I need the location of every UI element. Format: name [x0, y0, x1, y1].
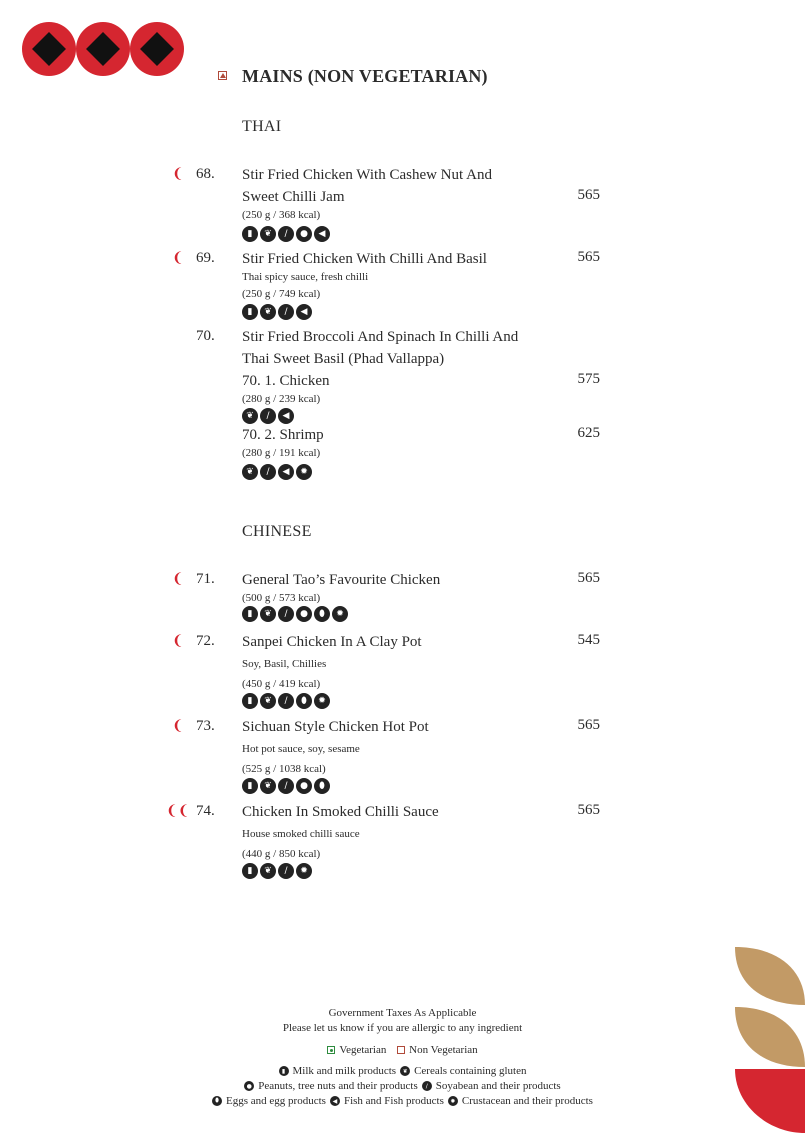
fish-icon: ◀ [330, 1096, 340, 1106]
gluten-icon: ❦ [260, 606, 276, 622]
footer-legend-2 [200, 1080, 605, 1092]
item-price: 565 [577, 570, 600, 586]
crustacean-label: Crustacean and their products [461, 1095, 593, 1107]
item-nutrition: (250 g / 749 kcal) [242, 288, 321, 300]
veg-label: Vegetarian [339, 1044, 387, 1056]
item-number: 73. [196, 718, 215, 734]
item-name: Sanpei Chicken In A Clay Pot [242, 634, 422, 650]
veg-icon [327, 1046, 335, 1054]
gluten-icon: ❦ [260, 778, 276, 794]
gluten-label: Cereals containing gluten [414, 1065, 527, 1077]
item-name-line2: Sweet Chilli Jam [242, 189, 345, 205]
item-name-line2: Thai Sweet Basil (Phad Vallappa) [242, 351, 445, 367]
item-nutrition: (280 g / 239 kcal) [242, 393, 321, 405]
egg-icon: ⬮ [212, 1096, 222, 1106]
egg-icon: ⬮ [314, 778, 330, 794]
item-price: 575 [577, 371, 600, 387]
allergen-icons [242, 863, 312, 879]
peanut-icon: ● [244, 1081, 254, 1091]
soy-icon: ∕ [278, 778, 294, 794]
footer-legend-3 [200, 1095, 605, 1107]
gluten-icon: ❦ [260, 693, 276, 709]
chili-icon: ❨ [172, 634, 184, 649]
logo [22, 22, 186, 78]
item-nutrition: (280 g / 191 kcal) [242, 447, 321, 459]
footer-legend-1 [200, 1065, 605, 1077]
item-name: Stir Fried Chicken With Cashew Nut And [242, 167, 492, 183]
fish-icon: ◀ [278, 408, 294, 424]
item-name: General Tao’s Favourite Chicken [242, 572, 441, 588]
footer-allergy: Please let us know if you are allergic to any ingredient [282, 1022, 523, 1034]
crustacean-icon: ✹ [332, 606, 348, 622]
milk-label: Milk and milk products [292, 1065, 397, 1077]
item-number: 68. [196, 166, 215, 182]
section-title-chinese: CHINESE [242, 523, 312, 540]
logo-disc [76, 22, 130, 76]
item-price: 565 [577, 717, 600, 733]
item-description: Hot pot sauce, soy, sesame [242, 743, 360, 755]
allergen-icons [242, 408, 294, 424]
soy-icon: ∕ [278, 226, 294, 242]
red-shape [735, 1069, 805, 1133]
item-description: House smoked chilli sauce [242, 828, 360, 840]
sub-item-name: 70. 1. Chicken [242, 373, 330, 389]
item-number: 71. [196, 571, 215, 587]
item-name: Sichuan Style Chicken Hot Pot [242, 719, 429, 735]
peanut-icon: ● [296, 606, 312, 622]
item-nutrition: (525 g / 1038 kcal) [242, 763, 326, 775]
non-veg-icon [397, 1046, 405, 1054]
item-nutrition: (500 g / 573 kcal) [242, 592, 321, 604]
fish-icon: ◀ [278, 464, 294, 480]
gluten-icon: ❦ [242, 408, 258, 424]
soy-label: Soyabean and their products [435, 1080, 561, 1092]
logo-disc [130, 22, 184, 76]
item-price: 565 [577, 187, 600, 203]
sub-item-name: 70. 2. Shrimp [242, 427, 324, 443]
leaf-shape [735, 1007, 805, 1067]
leaf-shape [735, 947, 805, 1005]
item-price: 625 [577, 425, 600, 441]
soy-icon: ∕ [422, 1081, 432, 1091]
footer-taxes: Government Taxes As Applicable [328, 1007, 477, 1019]
soy-icon: ∕ [278, 304, 294, 320]
peanut-icon: ● [296, 778, 312, 794]
milk-icon: ▮ [242, 226, 258, 242]
chili-icon-double: ❨❨ [166, 804, 190, 819]
crustacean-icon: ✹ [448, 1096, 458, 1106]
item-price: 565 [577, 249, 600, 265]
milk-icon: ▮ [242, 693, 258, 709]
peanut-icon: ● [296, 226, 312, 242]
item-nutrition: (450 g / 419 kcal) [242, 678, 321, 690]
crustacean-icon: ✹ [296, 464, 312, 480]
milk-icon: ▮ [279, 1066, 289, 1076]
chili-icon: ❨ [172, 719, 184, 734]
item-price: 545 [577, 632, 600, 648]
item-nutrition: (250 g / 368 kcal) [242, 209, 321, 221]
fish-label: Fish and Fish products [343, 1095, 444, 1107]
fish-icon: ◀ [314, 226, 330, 242]
milk-icon: ▮ [242, 778, 258, 794]
item-name: Stir Fried Chicken With Chilli And Basil [242, 251, 487, 267]
chili-icon: ❨ [172, 572, 184, 587]
item-name: Stir Fried Broccoli And Spinach In Chilli And [242, 329, 519, 345]
item-number: 72. [196, 633, 215, 649]
milk-icon: ▮ [242, 304, 258, 320]
gluten-icon: ❦ [260, 863, 276, 879]
milk-icon: ▮ [242, 606, 258, 622]
item-number: 69. [196, 250, 215, 266]
allergen-icons [242, 606, 348, 622]
footer-legend-diet [200, 1044, 605, 1056]
non-veg-icon [218, 71, 227, 80]
egg-icon: ⬮ [314, 606, 330, 622]
soy-icon: ∕ [260, 408, 276, 424]
allergen-icons [242, 304, 312, 320]
item-description: Soy, Basil, Chillies [242, 658, 327, 670]
peanut-label: Peanuts, tree nuts and their products [258, 1080, 418, 1092]
chili-icon: ❨ [172, 251, 184, 266]
chili-icon: ❨ [172, 167, 184, 182]
crustacean-icon: ✹ [314, 693, 330, 709]
allergen-icons [242, 226, 330, 242]
item-description: Thai spicy sauce, fresh chilli [242, 271, 369, 283]
item-number: 70. [196, 328, 215, 344]
egg-label: Eggs and egg products [226, 1095, 326, 1107]
soy-icon: ∕ [278, 693, 294, 709]
item-price: 565 [577, 802, 600, 818]
allergen-icons [242, 693, 330, 709]
non-veg-label: Non Vegetarian [409, 1044, 478, 1056]
decorative-leaves [733, 945, 805, 1133]
soy-icon: ∕ [260, 464, 276, 480]
allergen-icons [242, 464, 312, 480]
allergen-icons [242, 778, 330, 794]
item-nutrition: (440 g / 850 kcal) [242, 848, 321, 860]
gluten-icon: ❦ [260, 226, 276, 242]
gluten-icon: ❦ [242, 464, 258, 480]
soy-icon: ∕ [278, 863, 294, 879]
item-number: 74. [196, 803, 215, 819]
fish-icon: ◀ [296, 304, 312, 320]
section-title-thai: THAI [242, 118, 282, 135]
logo-disc [22, 22, 76, 76]
crustacean-icon: ✹ [296, 863, 312, 879]
gluten-icon: ❦ [260, 304, 276, 320]
gluten-icon: ❦ [400, 1066, 410, 1076]
milk-icon: ▮ [242, 863, 258, 879]
soy-icon: ∕ [278, 606, 294, 622]
page-title: MAINS (NON VEGETARIAN) [242, 66, 488, 86]
item-name: Chicken In Smoked Chilli Sauce [242, 804, 439, 820]
egg-icon: ⬮ [296, 693, 312, 709]
